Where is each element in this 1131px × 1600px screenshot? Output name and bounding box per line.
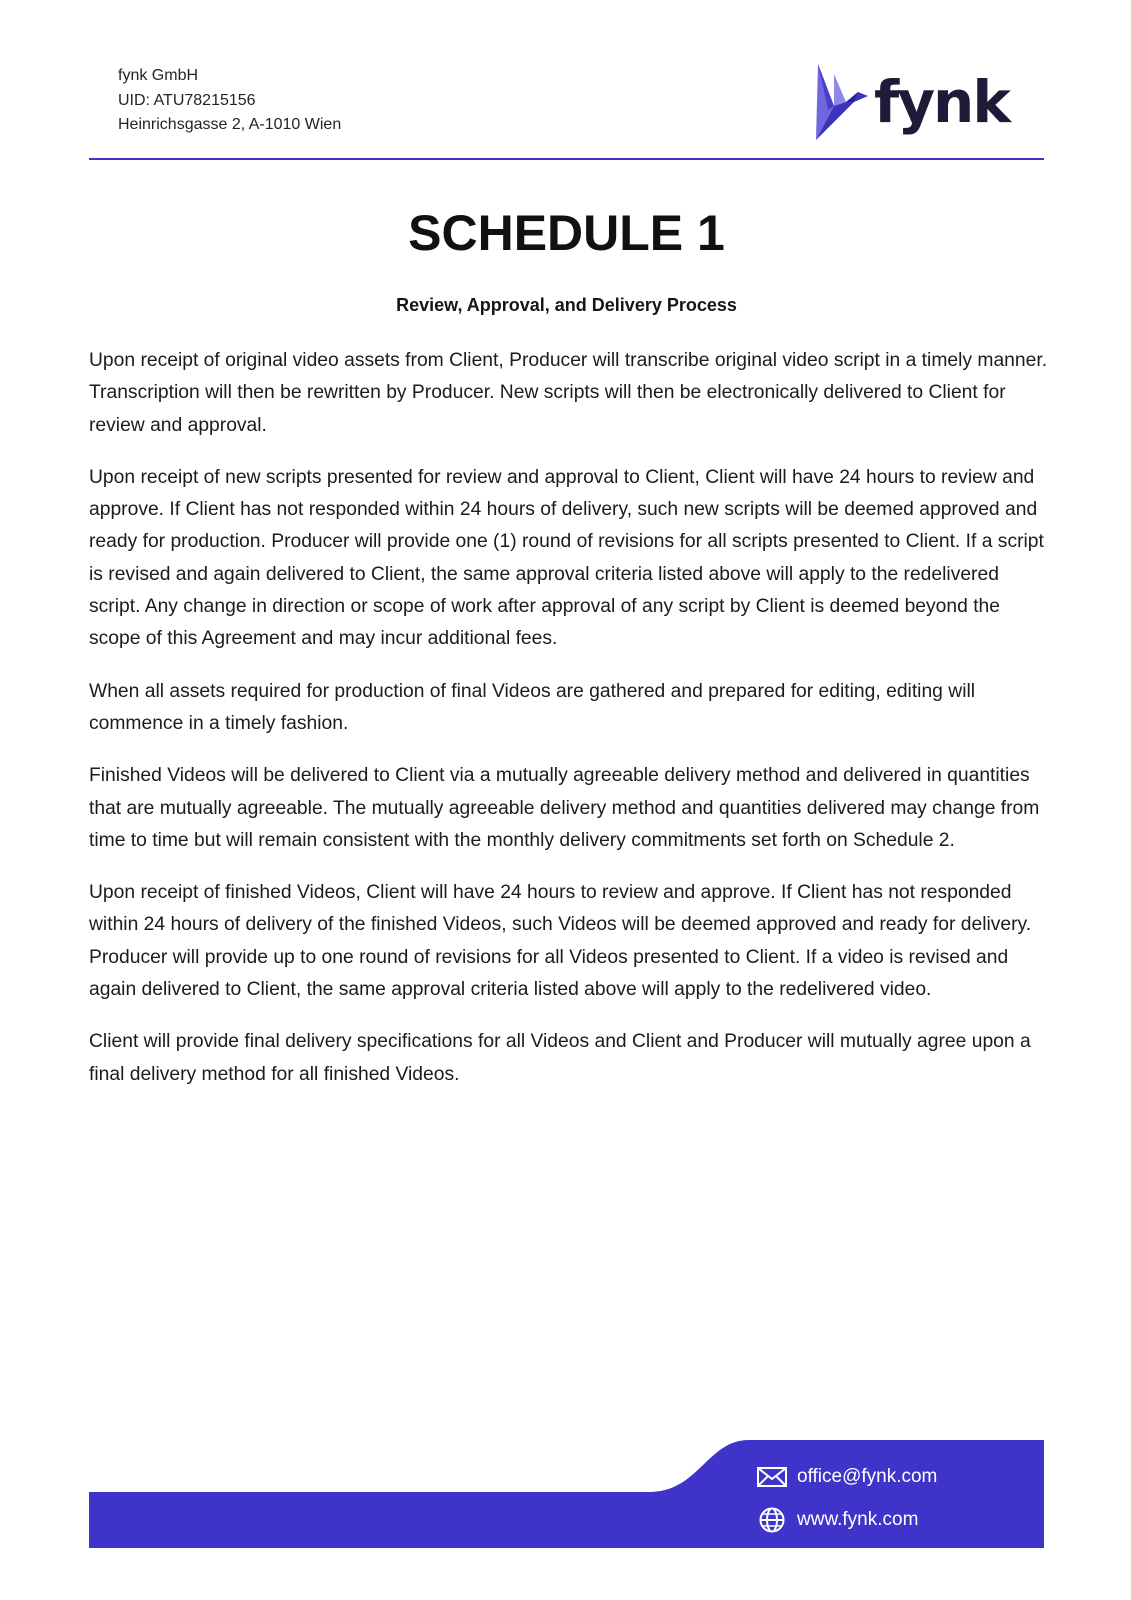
company-address: Heinrichsgasse 2, A-1010 Wien <box>118 116 342 133</box>
paragraph: Client will provide final delivery specifications for all Videos and Client and Producer will mutually agree upon a final delivery method for all finished Videos. <box>89 1031 1031 1085</box>
section-subtitle: Review, Approval, and Delivery Process <box>396 295 737 315</box>
mail-icon <box>756 1464 788 1490</box>
header-divider <box>89 158 1044 160</box>
footer-website[interactable] <box>756 1505 918 1535</box>
paragraph: When all assets required for production of final Videos are gathered and prepared for editing, editing will commence in a timely fashion. <box>89 680 976 734</box>
footer-email[interactable] <box>756 1462 937 1492</box>
page-title: SCHEDULE 1 <box>408 205 725 261</box>
bird-logo-icon <box>806 62 876 142</box>
globe-icon <box>756 1507 788 1533</box>
paragraph: Finished Videos will be delivered to Client via a mutually agreeable delivery method and delivered in quantities that are mutually agreeable. The mutually agreeable delivery method and quantities delivered may change from time to time but will remain consistent with the monthly delivery commitments set forth on Schedule 2. <box>89 765 1040 851</box>
paragraph: Upon receipt of new scripts presented for review and approval to Client, Client will have 24 hours to review and approve. If Client has not responded within 24 hours of delivery, such new scripts will be deemed approved and ready for production. Producer will provide one (1) round of revisions for all scripts presented to Client. If a script is revised and again delivered to Client, the same approval criteria listed above will apply to the redelivered script. Any change in direction or scope of work after approval of any script by Client is deemed beyond the scope of this Agreement and may incur additional fees. <box>89 466 1044 650</box>
email-text[interactable]: office@fynk.com <box>797 1466 938 1487</box>
paragraph: Upon receipt of original video assets from Client, Producer will transcribe original video script in a timely manner. Transcription will then be rewritten by Producer. New scripts will then be electronically delivered to Client for review and approval. <box>89 350 1048 436</box>
company-info <box>118 64 341 138</box>
logo-wordmark: fynk <box>874 68 1009 136</box>
paragraph: Upon receipt of finished Videos, Client will have 24 hours to review and approve. If Client has not responded within 24 hours of delivery of the finished Videos, such Videos will be deemed approved and ready for delivery. Producer will provide up to one round of revisions for all Videos presented to Client. If a video is revised and again delivered to Client, the same approval criteria listed above will apply to the redelivered video. <box>89 882 1032 1001</box>
website-text[interactable]: www.fynk.com <box>797 1509 919 1530</box>
fynk-logo <box>806 62 1009 142</box>
document-body <box>89 345 1049 1111</box>
company-uid: UID: ATU78215156 <box>118 91 256 109</box>
company-name: fynk GmbH <box>118 67 199 84</box>
